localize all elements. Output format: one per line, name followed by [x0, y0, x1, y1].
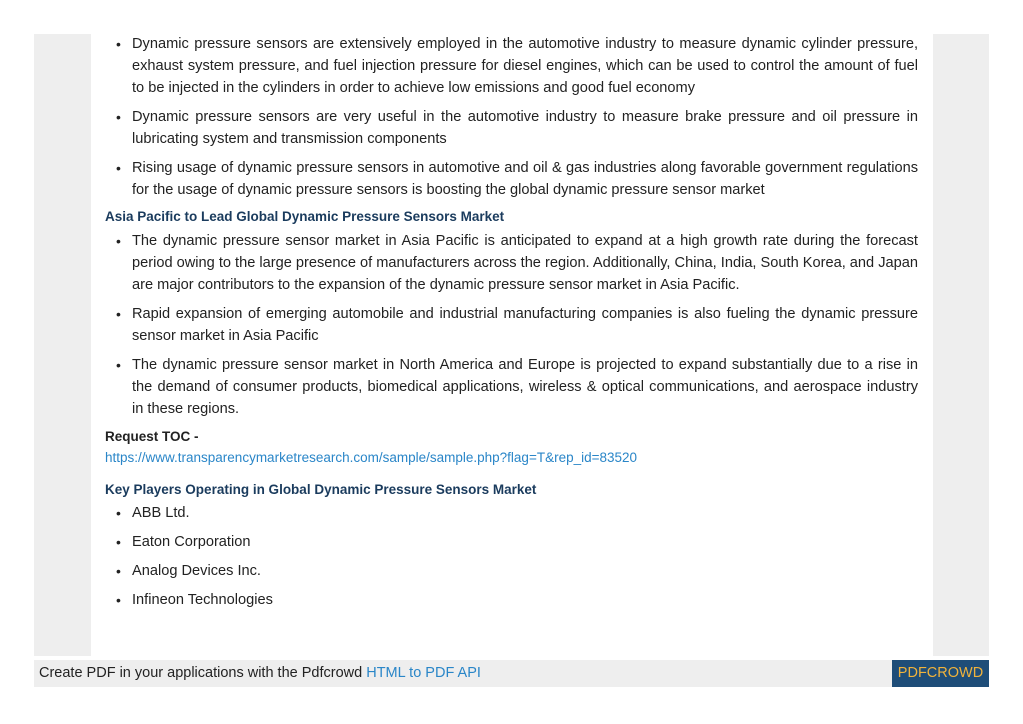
list-item: • The dynamic pressure sensor market in Asia Pacific is anticipated to expand at a high growth rate during the forecast period owing to the large presence of manufacturers across the region. Additionally, China, India, South Korea, and Japan are major contributors to the expansion of the dynamic pressure sensor market in Asia Pacific. — [132, 230, 918, 296]
list-item: • ABB Ltd. — [132, 502, 918, 524]
list-item: • The dynamic pressure sensor market in North America and Europe is projected to expand substantially due to a rise in the demand of consumer products, biomedical applications, wireless & optical communications, and aerospace industry in these regions. — [132, 354, 918, 420]
left-margin — [34, 34, 91, 656]
html-to-pdf-api-link[interactable]: HTML to PDF API — [366, 665, 481, 681]
key-players-list — [105, 502, 918, 611]
list-item: • Rapid expansion of emerging automobile and industrial manufacturing companies is also fueling the dynamic pressure sensor market in Asia Pacific — [132, 303, 918, 347]
footer-text — [39, 665, 481, 681]
list-item: • Rising usage of dynamic pressure sensors in automotive and oil & gas industries along favorable government regulations for the usage of dynamic pressure sensors is boosting the global dynamic pressure sensor market — [132, 157, 918, 201]
section-heading-asia-pacific: Asia Pacific to Lead Global Dynamic Pressure Sensors Market — [105, 209, 505, 224]
request-toc-link[interactable]: https://www.transparencymarketresearch.com/sample/sample.php?flag=T&rep_id=83520 — [105, 450, 638, 465]
pdfcrowd-brand-button[interactable]: PDFCROWD — [892, 660, 989, 687]
asia-bullet-list — [105, 230, 918, 420]
page-content — [91, 34, 933, 656]
section-heading-key-players: Key Players Operating in Global Dynamic Pressure Sensors Market — [105, 482, 537, 497]
footer-caption: Create PDF in your applications with the Pdfcrowd — [39, 665, 367, 681]
list-item: • Dynamic pressure sensors are extensively employed in the automotive industry to measure dynamic cylinder pressure, exhaust system pressure, and fuel injection pressure for diesel engines, which can be used to control the amount of fuel to be injected in the cylinders in order to achieve low emissions and good fuel economy — [132, 34, 918, 99]
pdfcrowd-footer — [34, 660, 989, 687]
request-toc-label: Request TOC - — [105, 429, 199, 444]
right-margin — [933, 34, 989, 656]
intro-bullet-list — [105, 34, 918, 201]
list-item: • Dynamic pressure sensors are very useful in the automotive industry to measure brake pressure and oil pressure in lubricating system and transmission components — [132, 106, 918, 150]
list-item: • Infineon Technologies — [132, 589, 918, 611]
list-item: • Eaton Corporation — [132, 531, 918, 553]
list-item: • Analog Devices Inc. — [132, 560, 918, 582]
